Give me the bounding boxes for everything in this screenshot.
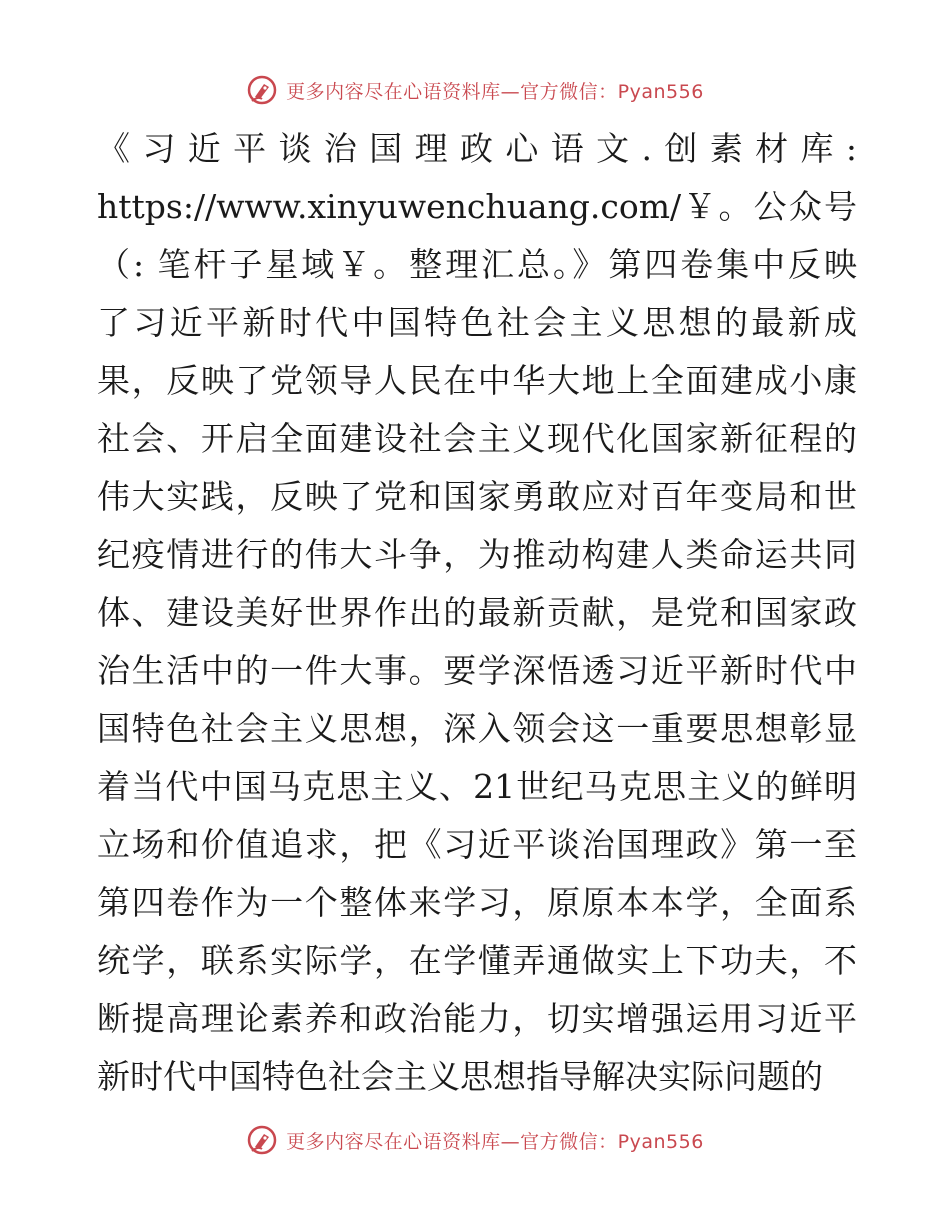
- footer-banner: [0, 1120, 950, 1160]
- paragraph-line: 治生活中的一件大事。要学深悟透习近平新时代中: [97, 651, 857, 690]
- footer-banner-text: 更多内容尽在心语资料库—官方微信：Pyan556: [286, 1130, 704, 1153]
- paragraph-line: 了习近平新时代中国特色社会主义思想的最新成: [97, 303, 857, 342]
- paragraph-line: 纪疫情进行的伟大斗争，为推动构建人类命运共同: [97, 535, 857, 574]
- paragraph-line: 统学，联系实际学，在学懂弄通做实上下功夫，不: [97, 941, 857, 980]
- paragraph-line: https://www.xinyuwenchuang.com/￥。公众号: [97, 187, 857, 226]
- pen-nib-logo-icon: [246, 1124, 278, 1156]
- pen-nib-logo-icon: [246, 74, 278, 106]
- paragraph-line: 果，反映了党领导人民在中华大地上全面建成小康: [97, 361, 857, 400]
- paragraph-line: 着当代中国马克思主义、21世纪马克思主义的鲜明: [97, 767, 857, 806]
- header-banner-text: 更多内容尽在心语资料库—官方微信：Pyan556: [286, 80, 704, 103]
- paragraph-line: 伟大实践，反映了党和国家勇敢应对百年变局和世: [97, 477, 857, 516]
- paragraph-line: 断提高理论素养和政治能力，切实增强运用习近平: [97, 999, 857, 1038]
- document-body: [97, 120, 857, 1106]
- paragraph-line: 体、建设美好世界作出的最新贡献，是党和国家政: [97, 593, 857, 632]
- paragraph-line: （: 笔杆子星域￥。整理汇总。》第四卷集中反映: [97, 245, 857, 284]
- paragraph-line: 国特色社会主义思想，深入领会这一重要思想彰显: [97, 709, 857, 748]
- paragraph-line: 社会、开启全面建设社会主义现代化国家新征程的: [97, 419, 857, 458]
- paragraph-line: 第四卷作为一个整体来学习，原原本本学，全面系: [97, 883, 857, 922]
- paragraph-line: 立场和价值追求，把《习近平谈治国理政》第一至: [97, 825, 857, 864]
- paragraph-line: 新时代中国特色社会主义思想指导解决实际问题的: [97, 1057, 823, 1096]
- header-banner: [0, 70, 950, 110]
- paragraph-line: 《习近平谈治国理政心语文.创素材库:: [97, 129, 857, 168]
